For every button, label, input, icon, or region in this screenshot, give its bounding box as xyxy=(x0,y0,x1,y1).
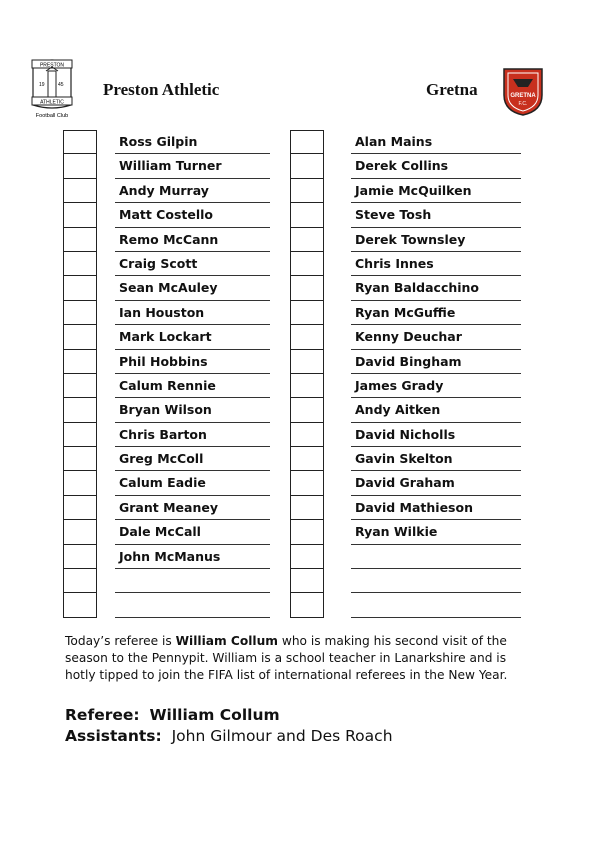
player-name: David Mathieson xyxy=(351,496,521,520)
away-tick-boxes xyxy=(290,130,324,618)
tick-box[interactable] xyxy=(63,520,97,544)
svg-text:ATHLETIC: ATHLETIC xyxy=(40,99,64,106)
player-name: Matt Costello xyxy=(115,203,270,227)
player-name: Chris Innes xyxy=(351,252,521,276)
tick-box[interactable] xyxy=(290,471,324,495)
player-name: Kenny Deuchar xyxy=(351,325,521,349)
referee-blurb: Today’s referee is William Collum who is making his second visit of the season to the Pennypit. William is a school teacher in Lanarkshire and is hotly tipped to join the FIFA list of international referees in the New Year. xyxy=(65,634,508,682)
referee-line: Referee: William Collum xyxy=(65,706,280,724)
away-team-name: Gretna xyxy=(426,80,478,99)
player-name: Chris Barton xyxy=(115,423,270,447)
player-name: Greg McColl xyxy=(115,447,270,471)
tick-box[interactable] xyxy=(290,154,324,178)
home-tick-boxes xyxy=(63,130,97,618)
gretna-fc-crest xyxy=(500,65,546,117)
player-name: William Turner xyxy=(115,154,270,178)
tick-box[interactable] xyxy=(63,203,97,227)
player-name: Derek Townsley xyxy=(351,228,521,252)
assistants-line: Assistants: John Gilmour and Des Roach xyxy=(65,727,393,745)
player-name: Phil Hobbins xyxy=(115,350,270,374)
player-name: Derek Collins xyxy=(351,154,521,178)
tick-box[interactable] xyxy=(63,154,97,178)
player-name: Alan Mains xyxy=(351,130,521,154)
tick-box[interactable] xyxy=(290,447,324,471)
tick-box[interactable] xyxy=(63,276,97,300)
player-name: Jamie McQuilken xyxy=(351,179,521,203)
player-name: Andy Aitken xyxy=(351,398,521,422)
tick-box[interactable] xyxy=(290,374,324,398)
player-name: Ian Houston xyxy=(115,301,270,325)
player-name: David Graham xyxy=(351,471,521,495)
player-name: Ryan Wilkie xyxy=(351,520,521,544)
tick-box[interactable] xyxy=(63,398,97,422)
tick-box[interactable] xyxy=(63,423,97,447)
svg-text:45: 45 xyxy=(58,82,64,88)
player-name: Sean McAuley xyxy=(115,276,270,300)
home-team-name: Preston Athletic xyxy=(103,80,220,99)
tick-box[interactable] xyxy=(63,179,97,203)
tick-box[interactable] xyxy=(290,520,324,544)
player-name xyxy=(351,593,521,617)
player-name: David Bingham xyxy=(351,350,521,374)
player-name: Mark Lockart xyxy=(115,325,270,349)
tick-box[interactable] xyxy=(63,228,97,252)
tick-box[interactable] xyxy=(63,593,97,617)
tick-box[interactable] xyxy=(290,325,324,349)
tick-box[interactable] xyxy=(290,569,324,593)
tick-box[interactable] xyxy=(290,423,324,447)
player-name xyxy=(351,545,521,569)
home-player-list xyxy=(115,130,270,618)
player-name: Dale McCall xyxy=(115,520,270,544)
tick-box[interactable] xyxy=(290,228,324,252)
tick-box[interactable] xyxy=(290,350,324,374)
tick-box[interactable] xyxy=(63,350,97,374)
preston-athletic-crest xyxy=(27,57,77,123)
tick-box[interactable] xyxy=(290,496,324,520)
svg-text:19: 19 xyxy=(39,82,45,88)
tick-box[interactable] xyxy=(290,276,324,300)
tick-box[interactable] xyxy=(290,593,324,617)
svg-text:F.C.: F.C. xyxy=(518,101,528,107)
player-name: Grant Meaney xyxy=(115,496,270,520)
svg-text:GRETNA: GRETNA xyxy=(510,93,536,99)
tick-box[interactable] xyxy=(63,496,97,520)
player-name xyxy=(115,593,270,617)
player-name: Calum Eadie xyxy=(115,471,270,495)
player-name: David Nicholls xyxy=(351,423,521,447)
player-name: Craig Scott xyxy=(115,252,270,276)
tick-box[interactable] xyxy=(290,252,324,276)
tick-box[interactable] xyxy=(63,301,97,325)
tick-box[interactable] xyxy=(290,398,324,422)
player-name xyxy=(115,569,270,593)
match-officials xyxy=(65,705,393,747)
player-name: James Grady xyxy=(351,374,521,398)
tick-box[interactable] xyxy=(63,374,97,398)
tick-box[interactable] xyxy=(63,447,97,471)
tick-box[interactable] xyxy=(290,545,324,569)
tick-box[interactable] xyxy=(63,252,97,276)
player-name: Remo McCann xyxy=(115,228,270,252)
tick-box[interactable] xyxy=(290,179,324,203)
player-name: John McManus xyxy=(115,545,270,569)
player-name: Gavin Skelton xyxy=(351,447,521,471)
tick-box[interactable] xyxy=(63,545,97,569)
tick-box[interactable] xyxy=(290,130,324,154)
tick-box[interactable] xyxy=(63,130,97,154)
player-name xyxy=(351,569,521,593)
tick-box[interactable] xyxy=(290,301,324,325)
player-name: Bryan Wilson xyxy=(115,398,270,422)
tick-box[interactable] xyxy=(63,569,97,593)
tick-box[interactable] xyxy=(290,203,324,227)
player-name: Andy Murray xyxy=(115,179,270,203)
away-player-list xyxy=(351,130,521,618)
svg-text:PRESTON: PRESTON xyxy=(39,62,65,69)
player-name: Ryan McGuffie xyxy=(351,301,521,325)
tick-box[interactable] xyxy=(63,471,97,495)
player-name: Ross Gilpin xyxy=(115,130,270,154)
player-name: Ryan Baldacchino xyxy=(351,276,521,300)
tick-box[interactable] xyxy=(63,325,97,349)
svg-text:Football Club: Football Club xyxy=(35,113,69,119)
player-name: Steve Tosh xyxy=(351,203,521,227)
player-name: Calum Rennie xyxy=(115,374,270,398)
